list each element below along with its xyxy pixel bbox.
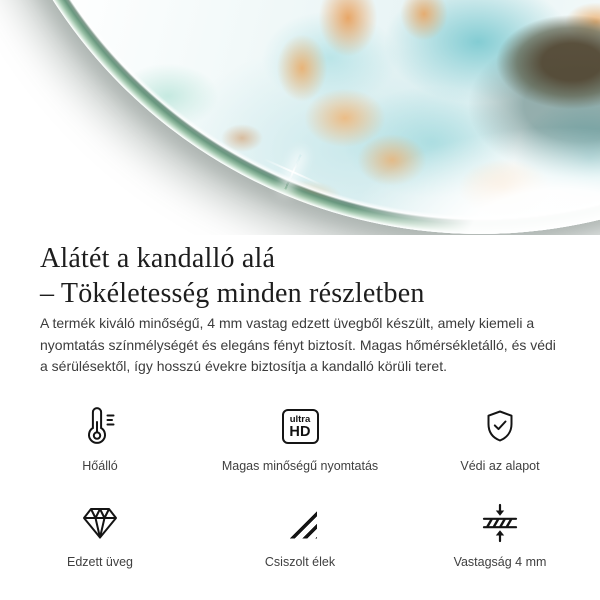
feature-label: Vastagság 4 mm [453,554,547,569]
feature-polished-edges [200,500,400,570]
ultra-hd-icon-text-top: ultra [289,413,311,425]
product-description: A termék kiváló minőségű, 4 mm vastag edzett üvegből készült, amely kiemeli a nyomtatás színmélységét és elegáns fényt biztosít. Magas hőmérsékletálló, és védi a sérülésektől, így hosszú évekre biztosítja a kandalló körüli teret. [40,315,556,374]
page-title [40,241,560,311]
thermometer-icon [80,404,120,450]
ultra-hd-icon [282,409,319,444]
feature-tempered-glass [0,500,200,570]
page-title-line1: Alátét a kandalló alá [40,243,276,274]
feature-heat-resistant [0,404,200,474]
feature-label: Csiszolt élek [264,554,336,569]
feature-thickness [400,500,600,570]
feature-label: Edzett üveg [66,554,133,569]
product-photo [0,0,600,235]
diamond-icon [80,500,120,546]
feature-base-protection [400,404,600,474]
ultra-hd-icon-text-bottom: HD [289,423,311,440]
page-title-line2: – Tökéletesség minden részletben [40,278,425,309]
glass-mat-image [0,0,600,235]
shield-check-icon [480,404,520,450]
thickness-icon [480,500,520,546]
feature-print-quality [200,404,400,474]
feature-label: Magas minőségű nyomtatás [221,458,379,473]
feature-label: Védi az alapot [460,458,540,473]
feature-grid [0,404,600,570]
polished-edges-icon [283,507,317,539]
feature-label: Hőálló [82,458,118,473]
